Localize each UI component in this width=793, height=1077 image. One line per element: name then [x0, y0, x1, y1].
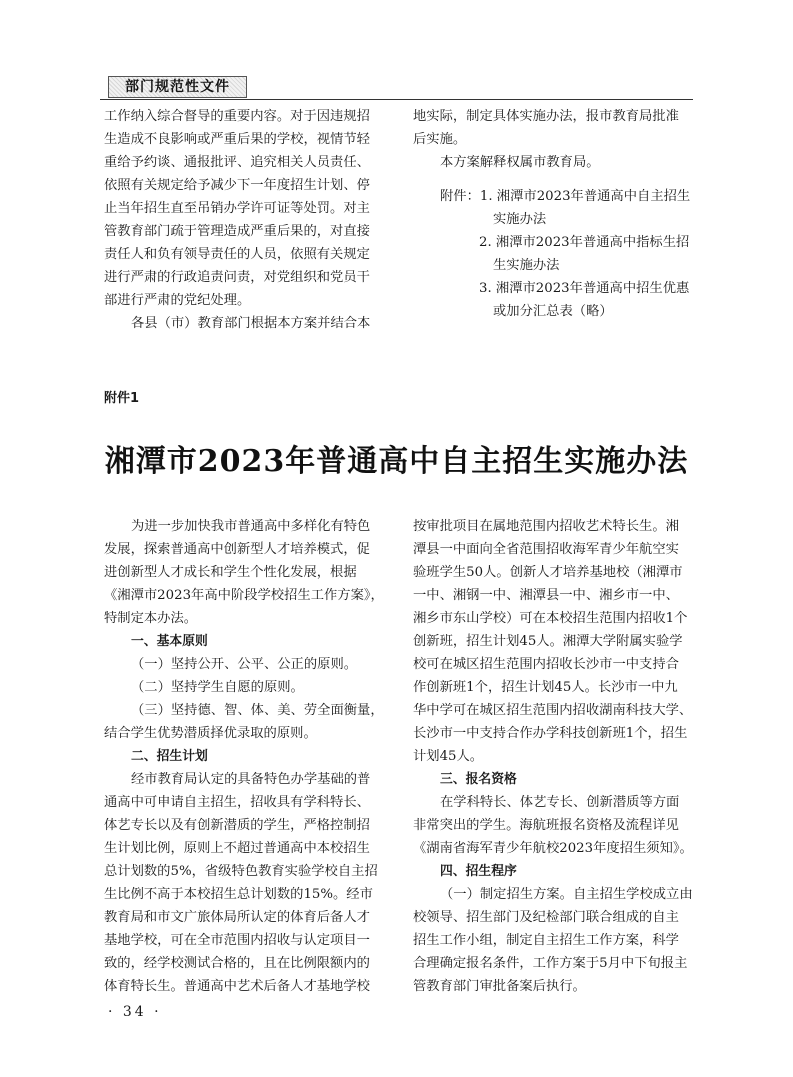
- text-line: 一中、湘钢一中、湘潭县一中、湘乡市一中、: [413, 588, 679, 603]
- section-heading: 三、报名资格: [440, 772, 517, 787]
- text-line: 创新班，招生计划45人。湘潭大学附属实验学: [413, 634, 683, 649]
- attachment-item-2: 2. 湘潭市2023年普通高中指标生招: [479, 235, 690, 250]
- document-title: 湘潭市2023年普通高中自主招生实施办法: [104, 444, 689, 479]
- text-line: 结合学生优势潜质择优录取的原则。: [104, 726, 317, 741]
- attachment-item-1: 附件：1. 湘潭市2023年普通高中自主招生: [440, 189, 691, 204]
- text-line: 实施办法: [493, 212, 547, 227]
- attachment-item-3: 3. 湘潭市2023年普通高中招生优惠: [479, 281, 690, 296]
- text-line: 招生工作小组，制定自主招生工作方案，科学: [413, 933, 679, 948]
- text-line: 体艺专长以及有创新潜质的学生，严格控制招: [104, 818, 370, 833]
- text-line: 作创新班1个，招生计划45人。长沙市一中九: [413, 680, 678, 695]
- text-line: 合理确定报名条件，工作方案于5月中下旬报主: [413, 956, 688, 971]
- text-line: 非常突出的学生。海航班报名资格及流程详见: [413, 818, 679, 833]
- text-line: 止当年招生直至吊销办学许可证等处罚。对主: [104, 201, 370, 216]
- text-line: 长沙市一中支持合作办学科技创新班1个，招生: [413, 726, 688, 741]
- section-heading: 一、基本原则: [131, 634, 208, 649]
- text-line: 校领导、招生部门及纪检部门联合组成的自主: [413, 910, 679, 925]
- text-line: 依照有关规定给予减少下一年度招生计划、停: [104, 178, 370, 193]
- text-line: 或加分汇总表（略）: [493, 304, 613, 319]
- text-line: 华中学可在城区招生范围内招收湖南科技大学、: [413, 703, 693, 718]
- text-line: 工作纳入综合督导的重要内容。对于因违规招: [104, 109, 370, 124]
- text-line: 特制定本办法。: [104, 611, 198, 626]
- header-rule: [100, 99, 693, 100]
- text-line: 生实施办法: [493, 258, 560, 273]
- text-line: 本方案解释权属市教育局。: [440, 155, 600, 170]
- text-line: 重给予约谈、通报批评、追究相关人员责任、: [104, 155, 370, 170]
- text-line: 进创新型人才成长和学生个性化发展，根据: [104, 565, 357, 580]
- text-line: 《湘潭市2023年高中阶段学校招生工作方案》，: [104, 588, 384, 603]
- text-line: 各县（市）教育部门根据本方案并结合本: [131, 316, 371, 331]
- text-line: 计划45人。: [413, 749, 484, 764]
- text-line: 地实际，制定具体实施办法，报市教育局批准: [413, 109, 679, 124]
- text-line: 潭县一中面向全省范围招收海军青少年航空实: [413, 542, 679, 557]
- text-line: 校可在城区招生范围内招收长沙市一中支持合: [413, 657, 679, 672]
- text-line: 生比例不高于本校招生总计划数的15%。经市: [104, 887, 373, 902]
- text-line: 按审批项目在属地范围内招收艺术特长生。湘: [413, 519, 679, 534]
- text-line: 经市教育局认定的具备特色办学基础的普: [131, 772, 371, 787]
- top-right-column: [413, 105, 690, 323]
- text-line: 后实施。: [413, 132, 467, 147]
- text-line: 为进一步加快我市普通高中多样化有特色: [131, 519, 371, 534]
- text-line: 生计划比例，原则上不超过普通高中本校招生: [104, 841, 370, 856]
- text-line: 责任人和负有领导责任的人员，依照有关规定: [104, 247, 370, 262]
- text-line: 湘乡市东山学校）可在本校招生范围内招收1个: [413, 611, 688, 626]
- text-line: 在学科特长、体艺专长、创新潜质等方面: [440, 795, 680, 810]
- text-line: 基地学校，可在全市范围内招收与认定项目一: [104, 933, 370, 948]
- text-line: 体育特长生。普通高中艺术后备人才基地学校: [104, 979, 370, 994]
- text-line: 验班学生50人。创新人才培养基地校（湘潭市: [413, 565, 683, 580]
- text-line: （三）坚持德、智、体、美、劳全面衡量，: [131, 703, 384, 718]
- bottom-right-column: [413, 515, 693, 998]
- text-line: 通高中可申请自主招生，招收具有学科特长、: [104, 795, 370, 810]
- text-line: （一）坚持公开、公平、公正的原则。: [131, 657, 358, 672]
- annex-label: 附件1: [104, 391, 140, 406]
- text-line: 发展，探索普通高中创新型人才培养模式，促: [104, 542, 370, 557]
- text-line: 部进行严肃的党纪处理。: [104, 293, 251, 308]
- text-line: 进行严肃的行政追责问责，对党组织和党员干: [104, 270, 370, 285]
- section-heading: 二、招生计划: [131, 749, 208, 764]
- text-line: 生造成不良影响或严重后果的学校，视情节轻: [104, 132, 370, 147]
- text-line: （一）制定招生方案。自主招生学校成立由: [440, 887, 693, 902]
- text-line: 管教育部门审批备案后执行。: [413, 979, 586, 994]
- text-line: 致的，经学校测试合格的，且在比例限额内的: [104, 956, 370, 971]
- text-line: 《湖南省海军青少年航校2023年度招生须知》。: [413, 841, 693, 856]
- text-line: 管教育部门疏于管理造成严重后果的，对直接: [104, 224, 370, 239]
- bottom-left-column: [104, 515, 384, 998]
- text-line: 教育局和市文广旅体局所认定的体育后备人才: [104, 910, 370, 925]
- text-line: （二）坚持学生自愿的原则。: [131, 680, 304, 695]
- text-line: 总计划数的5%，省级特色教育实验学校自主招: [104, 864, 378, 879]
- section-heading: 四、招生程序: [440, 864, 517, 879]
- section-label: 部门规范性文件: [108, 76, 247, 98]
- top-left-column: [104, 105, 370, 335]
- page-number: · 34 ·: [108, 1004, 162, 1020]
